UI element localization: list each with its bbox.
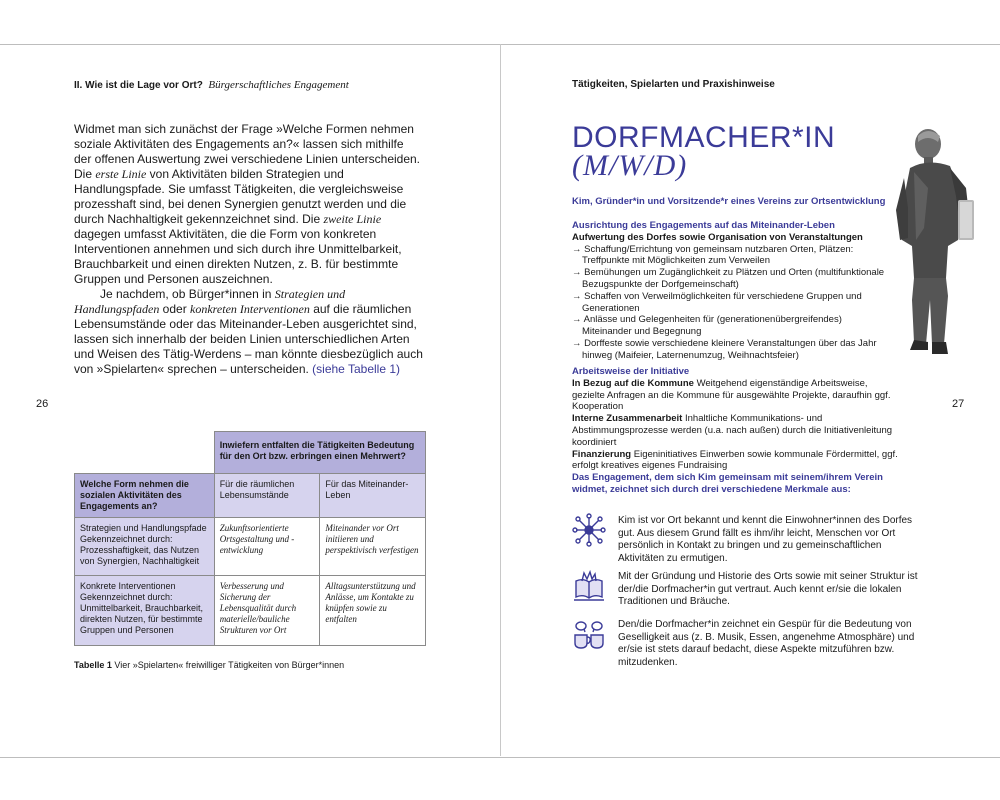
list-item [572,378,902,413]
emphasis: konkreten Interventionen [190,302,310,316]
list-item: → Schaffen von Verweilmöglichkeiten für verschiedene Gruppen und Generationen [572,290,862,314]
subtitle: Kim, Gründer*in und Vorsitzende*r eines Vereins zur Ortsentwicklung [572,196,886,207]
text-run: auf die räumlichen Lebensumstände oder das Miteinander-Leben ausgerichtet sind, lassen sich innerhalb der beiden Linien unterschiedlichen Arten und Weisen des Tätig-Werdens – man könnte diesbezüglich auch von »Spielarten« sprechen – unterscheiden. [74,302,423,376]
caption-label: Tabelle 1 [74,660,112,670]
page-number-right: 27 [952,398,965,410]
table-cell-1-2: Miteinander vor Ort initiieren und perspektivisch verfestigen [320,518,426,576]
walking-person-illustration [888,128,978,360]
list-item: → Schaffung/Errichtung von gemeinsam nutzbaren Orten, Plätzen: Treffpunkte mit Möglichkeiten zum Verweilen [572,243,854,267]
section2-heading: Arbeitsweise der Initiative [572,366,690,377]
list-item-label: In Bezug auf die Kommune [572,377,694,389]
list-item [572,449,902,473]
running-head-chapter: II. Wie ist die Lage vor Ort? [74,80,203,91]
text-run: Widmet man sich zunächst der Frage »Welche Formen nehmen soziale Aktivitäten des Engagements an?« lassen sich mithilfe der offenen Auswertung zwei verschiedene Linien unterscheiden. Die [74,122,421,181]
table-row-header-2: Konkrete Interventionen Gekennzeichnet durch: Unmittelbarkeit, Brauchbarkeit, direkten Nutzen, für bestimmte Gruppen und Personen [75,576,215,646]
table-corner-header: Welche Form nehmen die sozialen Aktivitäten des Engagements an? [75,474,215,518]
section2-list [572,378,902,472]
text-run: von Aktivitäten bilden Strategien und Handlungspfade. Sie umfasst Tätigkeiten, die vergleichsweise prozesshaft sind, bei denen Synergien genutzt werden und die durch Nachhaltigkeit gekennzeichnet sind. Die [74,167,407,226]
body-text [74,122,424,377]
list-item-label: Finanzierung [572,448,632,460]
list-item: → Anlässe und Gelegenheiten für (generationenübergreifendes) Miteinander und Begegnung [572,314,842,338]
title-line-1: DORFMACHER*IN [572,121,836,154]
emphasis: Strategien und Handlungspfaden [74,287,346,316]
feature-text-1: Kim ist vor Ort bekannt und kennt die Einwohner*innen des Dorfes gut. Aus diesem Grund fällt es ihm/ihr leicht, Menschen vor Ort persönlich in Kontakt zu bringen und zu gemeinschaftlichen Aktivitäten zu ermutigen. [618,515,913,564]
feature-text-2: Mit der Gründung und Historie des Orts sowie mit seiner Struktur ist der/die Dorfmacher*in gut vertraut. Auch kennt er/sie die lokalen Traditionen und Bräuche. [618,571,918,607]
table-cell-2-1: Verbesserung und Sicherung der Lebensqualität durch materielle/bauliche Strukturen vor Ort [214,576,320,646]
book-icon [572,569,606,603]
section1-subheading: Aufwertung des Dorfes sowie Organisation von Veranstaltungen [572,231,863,243]
title-line-2: (M/W/D) [572,149,688,182]
section3-heading: Das Engagement, dem sich Kim gemeinsam mit seinem/ihrem Verein widmet, zeichnet sich durch drei verschiedene Merkmale aus: [572,472,883,495]
list-item: → Dorffeste sowie verschiedene kleinere Veranstaltungen über das Jahr hinweg (Maifeier, Laternenumzug, Weihnachtsfeier) [572,337,877,361]
table-caption [74,660,344,670]
text-run: Je nachdem, ob Bürger*innen in [100,287,275,301]
table-col-header-2: Für das Miteinander-Leben [320,474,426,518]
list-item-text: Weitgehend eigenständige Arbeitsweise, gezielte Anfragen an die Kommune für ausgewählte Projekte, daraufhin ggf. Kooperation [572,377,891,413]
page-number-left: 26 [36,398,49,410]
section-engagement-orientation [572,220,892,362]
list-item-text: Eigeninitiatives Einwerben sowie kommunale Fördermittel, ggf. erfolgt kreatives eigenes Fundraising [572,448,898,472]
paragraph-1 [74,122,424,287]
paragraph-2 [74,287,424,377]
table-cell-1-1: Zukunftsorientierte Ortsgestaltung und -entwicklung [214,518,320,576]
table-1 [74,431,426,646]
gutter-divider [500,44,501,756]
table-col-header-1: Für die räumlichen Lebensumstände [214,474,320,518]
feature-text-3: Den/die Dorfmacher*in zeichnet ein Gespür für die Bedeutung von Geselligkeit aus (z. B. Musik, Essen, angenehme Atmosphäre) und er/sie ist stets darauf bedacht, diese Aspekte mitzuführen bzw. mitzudenken. [618,619,915,668]
table-empty-corner [75,432,215,474]
text-run: dagegen umfasst Aktivitäten, die die Form von konkreten Interventionen annehmen und sich durch ihre Unmittelbarkeit, Brauchbarkeit und einen direkten Nutzen, z. B. für bestimmte Gruppen und Personen auszeichnen. [74,227,402,286]
list-item-label: Interne Zusammenarbeit [572,413,683,425]
list-item-text: Inhaltliche Kommunikations- und Abstimmungsprozesse werden (u.a. nach außen) durch die Initiativenleitung koordiniert [572,413,893,448]
list-item: → Bemühungen um Zugänglichkeit zu Plätzen und Orten (multifunktionale Bezugspunkte der Dorfgemeinschaft) [572,267,885,290]
network-icon [572,513,606,547]
running-head-right: Tätigkeiten, Spielarten und Praxishinweise [572,79,775,90]
list-item [572,413,902,448]
running-head-subtitle: Bürgerschaftliches Engagement [208,79,349,91]
section-working-method [572,366,902,472]
emphasis: erste Linie [95,167,147,181]
table-row-header-1: Strategien und Handlungspfade Gekennzeichnet durch: Prozesshaftigkeit, das Nutzen von Synergien, Nachhaltigkeit [75,518,215,576]
table-cell-2-2: Alltagsunterstützung und Anlässe, um Kontakte zu knüpfen sowie zu entfalten [320,576,426,646]
table-reference-link[interactable]: (siehe Tabelle 1) [312,362,401,376]
table-header-span: Inwiefern entfalten die Tätigkeiten Bedeutung für den Ort bzw. erbringen einen Mehrwert? [214,432,425,474]
section1-heading: Ausrichtung des Engagements auf das Miteinander-Leben [572,220,835,231]
emphasis: zweite Linie [323,212,382,226]
running-head-left [74,79,349,91]
section1-list [572,244,892,362]
caption-text: Vier »Spielarten« freiwilliger Tätigkeiten von Bürger*innen [111,660,345,670]
text-run: oder [159,302,191,316]
coffee-cups-icon [572,617,606,651]
page-title [572,121,836,182]
